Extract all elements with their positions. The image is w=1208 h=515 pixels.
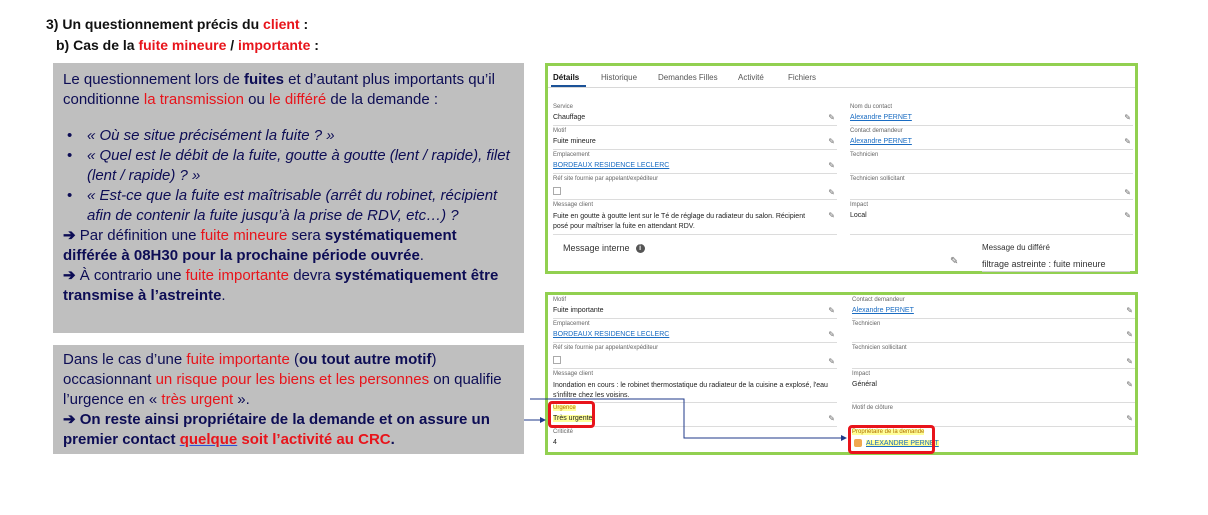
tab-activity[interactable]: Activité xyxy=(738,73,764,82)
closure-reason-field[interactable]: Motif de clôture ✎ xyxy=(852,405,1135,427)
client-message-field[interactable]: Message client Fuite en goutte à goutte lent sur le Té de réglage du radiateur du salon. Récipient posé pour maîtriser la fuite en attendant RDV. ✎ xyxy=(553,202,837,235)
edit-pencil-icon[interactable]: ✎ xyxy=(1126,330,1133,339)
site-ref-checkbox[interactable] xyxy=(553,187,561,195)
soliciting-technician-field[interactable]: Technicien sollicitant ✎ xyxy=(852,345,1135,369)
urgency-highlight xyxy=(548,401,595,428)
subsection-heading: b) Cas de la fuite mineure / importante : xyxy=(56,37,319,53)
internal-message-row[interactable]: Message interne i xyxy=(563,243,645,253)
criticality-field[interactable]: Criticité 4 xyxy=(553,429,574,446)
service-field[interactable]: Service Chauffage ✎ xyxy=(553,104,837,126)
arrow-right-icon: ➔ xyxy=(63,411,76,428)
question-item: • « Quel est le débit de la fuite, goutte à goutte (lent / rapide), filet (lent / rapide) ? » xyxy=(63,146,514,186)
ownership-rule: ➔ On reste ainsi propriétaire de la demande et on assure un premier contact quelque soit l’activité au CRC. xyxy=(63,411,490,448)
motif-field[interactable]: Motif Fuite mineure ✎ xyxy=(553,128,837,150)
edit-pencil-icon[interactable]: ✎ xyxy=(828,306,835,315)
arrow-right-icon: ➔ xyxy=(63,227,76,244)
edit-pencil-icon[interactable]: ✎ xyxy=(828,330,835,339)
urgent-case-box xyxy=(53,345,524,454)
edit-pencil-icon[interactable]: ✎ xyxy=(828,161,835,170)
edit-pencil-icon[interactable]: ✎ xyxy=(1124,137,1131,146)
site-ref-field[interactable]: Réf site fournie par appelant/expéditeur ✎ xyxy=(553,176,837,200)
soliciting-technician-field[interactable]: Technicien sollicitant ✎ xyxy=(850,176,1133,200)
record-tabs xyxy=(548,66,1135,88)
question-list xyxy=(63,126,514,226)
edit-pencil-icon[interactable]: ✎ xyxy=(828,357,835,366)
tab-child-requests[interactable]: Demandes Filles xyxy=(658,73,718,82)
question-item: • « Où se situe précisément la fuite ? » xyxy=(63,126,514,146)
edit-pencil-icon[interactable]: ✎ xyxy=(950,256,959,267)
edit-pencil-icon[interactable]: ✎ xyxy=(1124,188,1131,197)
tab-history[interactable]: Historique xyxy=(601,73,638,82)
leak-questions-box xyxy=(53,63,524,333)
edit-pencil-icon[interactable]: ✎ xyxy=(828,113,835,122)
major-leak-rule: ➔ À contrario une fuite importante devra systématiquement être transmise à l’astreinte. xyxy=(63,267,499,304)
section-heading: 3) Un questionnement précis du client : xyxy=(46,16,309,32)
edit-pencil-icon[interactable]: ✎ xyxy=(828,188,835,197)
edit-pencil-icon[interactable]: ✎ xyxy=(1124,113,1131,122)
site-ref-field[interactable]: Réf site fournie par appelant/expéditeur ✎ xyxy=(553,345,837,369)
deferred-message-value: filtrage astreinte : fuite mineure xyxy=(982,259,1130,272)
requesting-contact-field[interactable]: Contact demandeur Alexandre PERNET ✎ xyxy=(850,128,1133,150)
active-tab-indicator xyxy=(551,85,586,87)
impact-field[interactable]: Impact Général ✎ xyxy=(852,371,1135,403)
tab-details[interactable]: Détails xyxy=(553,73,580,82)
technician-field[interactable]: Technicien ✎ xyxy=(852,321,1135,343)
contact-name-field[interactable]: Nom du contact Alexandre PERNET ✎ xyxy=(850,104,1133,126)
edit-pencil-icon[interactable]: ✎ xyxy=(828,137,835,146)
impact-field[interactable]: Impact Local ✎ xyxy=(850,202,1133,235)
edit-pencil-icon[interactable]: ✎ xyxy=(1126,357,1133,366)
info-icon[interactable]: i xyxy=(636,244,645,253)
technician-field[interactable]: Technicien xyxy=(850,152,1133,174)
edit-pencil-icon[interactable]: ✎ xyxy=(1126,380,1133,389)
request-owner-field[interactable]: Propriétaire de la demande ALEXANDRE PERNET xyxy=(852,429,939,447)
owner-highlight xyxy=(848,425,935,454)
edit-pencil-icon[interactable]: ✎ xyxy=(1126,414,1133,423)
edit-pencil-icon[interactable]: ✎ xyxy=(1124,211,1131,220)
deferred-message-label: Message du différé xyxy=(982,243,1050,252)
intro-paragraph: Le questionnement lors de fuites et d’autant plus importants qu’il conditionne la transmission ou le différé de la demande : xyxy=(63,71,495,108)
tab-files[interactable]: Fichiers xyxy=(788,73,817,82)
urgent-case-paragraph: Dans le cas d’une fuite importante (ou tout autre motif) occasionnant un risque pour les biens et les personnes on qualifie l’urgence en « très urgent ». xyxy=(63,351,502,408)
major-leak-record-panel xyxy=(545,292,1138,455)
question-item: • « Est-ce que la fuite est maîtrisable (arrêt du robinet, récipient afin de contenir la fuite jusqu’à la prise de RDV, etc…) ? xyxy=(63,186,514,226)
requesting-contact-field[interactable]: Contact demandeur Alexandre PERNET ✎ xyxy=(852,297,1135,319)
emplacement-field[interactable]: Emplacement BORDEAUX RESIDENCE LECLERC ✎ xyxy=(553,152,837,174)
site-ref-checkbox[interactable] xyxy=(553,356,561,364)
minor-leak-rule: ➔ Par définition une fuite mineure sera systématiquement différée à 08H30 pour la prochaine période ouvrée. xyxy=(63,227,457,264)
emplacement-field[interactable]: Emplacement BORDEAUX RESIDENCE LECLERC ✎ xyxy=(553,321,837,343)
motif-field[interactable]: Motif Fuite importante ✎ xyxy=(553,297,837,319)
edit-pencil-icon[interactable]: ✎ xyxy=(828,211,835,220)
client-message-field[interactable]: Message client Inondation en cours : le robinet thermostatique du radiateur de la cuisine a explosé, l'eau s'infiltre chez les voisins. xyxy=(553,371,837,403)
edit-pencil-icon[interactable]: ✎ xyxy=(1126,306,1133,315)
edit-pencil-icon[interactable]: ✎ xyxy=(828,414,835,423)
urgency-field[interactable]: Urgence Très urgente ✎ xyxy=(553,405,837,427)
minor-leak-record-panel xyxy=(545,63,1138,274)
arrow-right-icon: ➔ xyxy=(63,267,76,284)
